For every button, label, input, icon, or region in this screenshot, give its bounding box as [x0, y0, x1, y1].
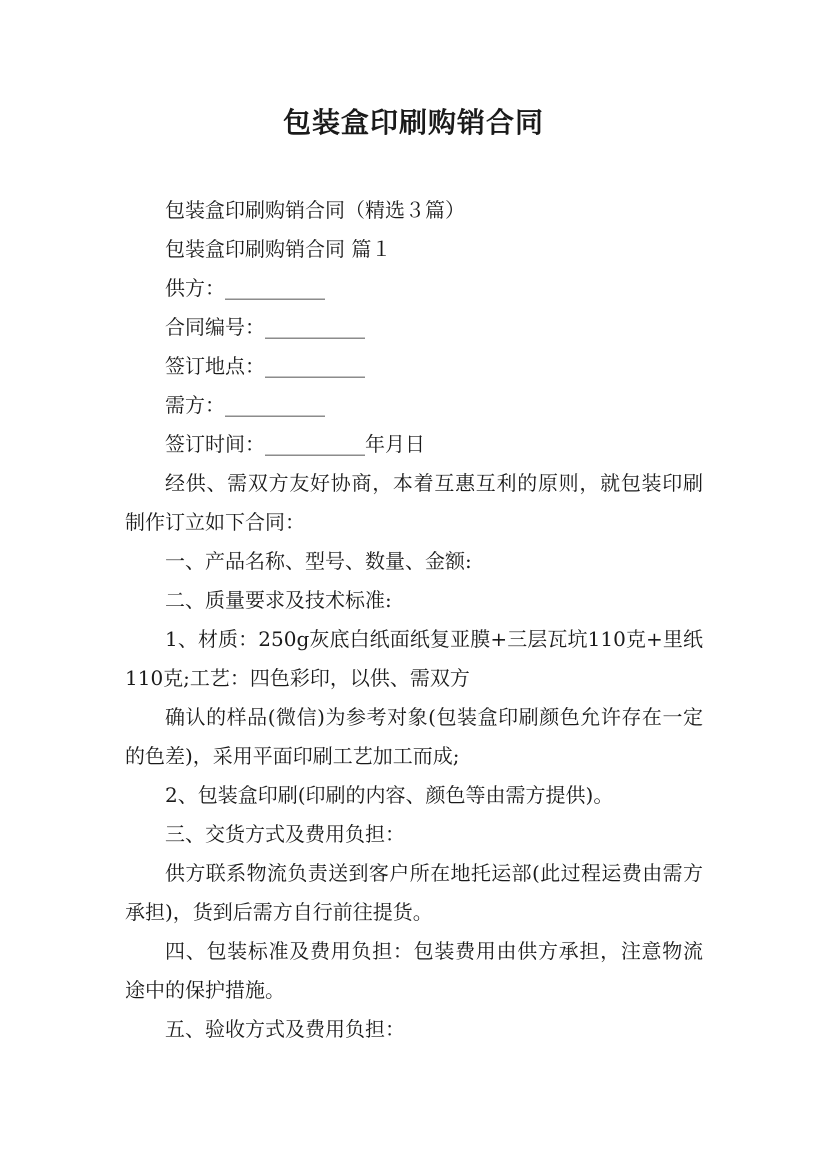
paragraph-intro: 经供、需双方友好协商，本着互惠互利的原则，就包装印刷制作订立如下合同：	[125, 471, 703, 534]
paragraph-signing-place: 签订地点：__________	[165, 354, 365, 378]
paragraph-subtitle: 包装盒印刷购销合同（精选３篇）	[165, 198, 465, 222]
paragraph-contract-number: 合同编号：__________	[165, 315, 365, 339]
paragraph-clause-1: 一、产品名称、型号、数量、金额:	[165, 549, 472, 573]
paragraph-section-heading: 包装盒印刷购销合同 篇１	[165, 237, 392, 261]
paragraph-clause-5: 五、验收方式及费用负担：	[165, 1017, 405, 1041]
paragraph-sample-reference: 确认的样品(微信)为参考对象(包装盒印刷颜色允许存在一定的色差)，采用平面印刷工艺加工而成;	[125, 705, 703, 768]
paragraph-material: 1、材质：250g灰底白纸面纸复亚膜+三层瓦坑110克+里纸110克;工艺：四色彩印，以供、需双方	[125, 627, 703, 690]
paragraph-printing-content: 2、包装盒印刷(印刷的内容、颜色等由需方提供)。	[165, 783, 614, 807]
paragraph-delivery: 供方联系物流负责送到客户所在地托运部(此过程运费由需方承担)，货到后需方自行前往提货。	[125, 861, 703, 924]
paragraph-clause-2: 二、质量要求及技术标准:	[165, 588, 392, 612]
paragraph-clause-3: 三、交货方式及费用负担：	[165, 822, 405, 846]
document-body	[125, 191, 703, 1049]
document-title: 包装盒印刷购销合同	[282, 106, 544, 139]
paragraph-clause-4: 四、包装标准及费用负担：包装费用由供方承担，注意物流途中的保护措施。	[125, 939, 703, 1002]
paragraph-signing-time: 签订时间：__________年月日	[165, 432, 425, 456]
paragraph-supplier: 供方：__________	[165, 276, 325, 300]
paragraph-buyer: 需方：__________	[165, 393, 325, 417]
